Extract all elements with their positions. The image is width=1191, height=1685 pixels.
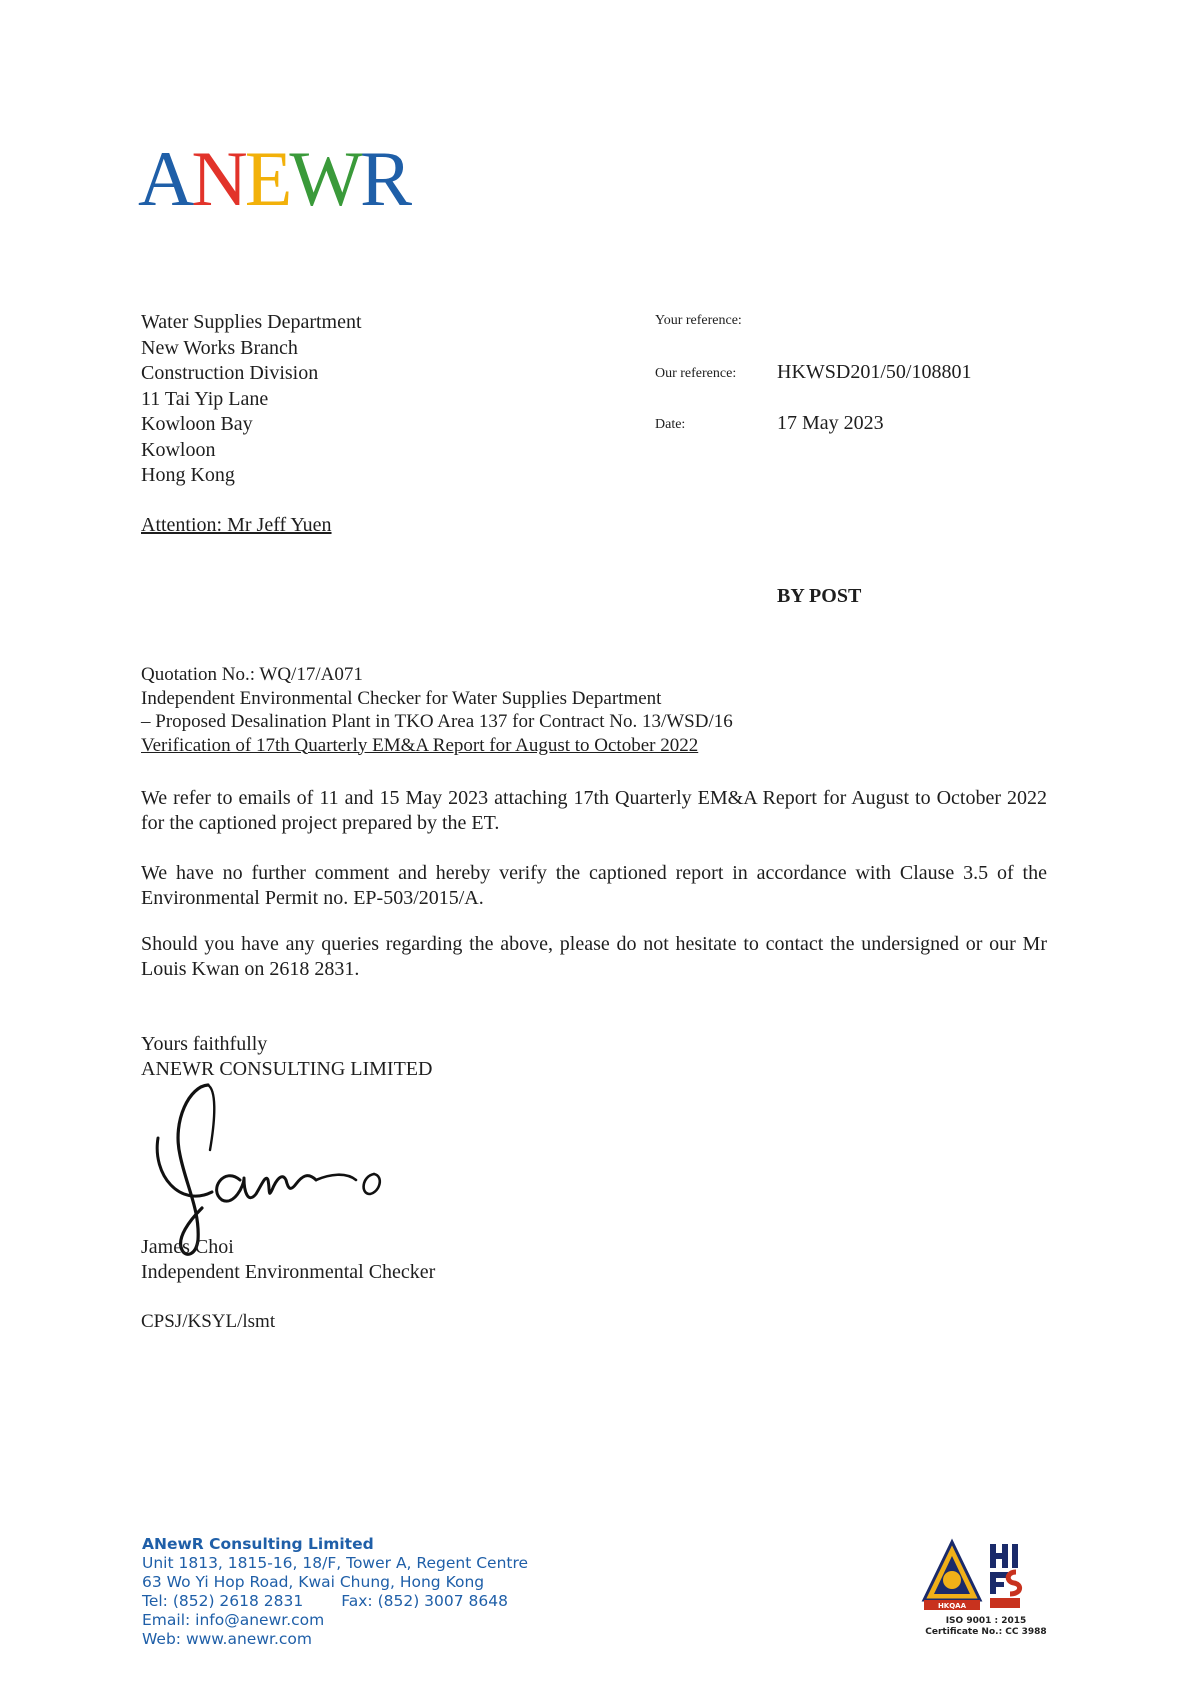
footer-address-line: 63 Wo Yi Hop Road, Kwai Chung, Hong Kong (142, 1573, 485, 1591)
subject-title: Verification of 17th Quarterly EM&A Report for August to October 2022 (141, 734, 699, 756)
address-line: 11 Tai Yip Lane (141, 387, 269, 410)
hkqaa-seal-text: HKQAA (937, 1602, 967, 1610)
subject-line: – Proposed Desalination Plant in TKO Area 137 for Contract No. 13/WSD/16 (141, 711, 733, 732)
signer-name: James Choi (141, 1236, 234, 1258)
address-line: New Works Branch (141, 336, 298, 359)
footer-web: Web: www.anewr.com (142, 1630, 312, 1648)
signer-block (141, 1235, 435, 1285)
quotation-number: Quotation No.: WQ/17/A071 (141, 664, 363, 685)
salutation: Yours faithfully (141, 1033, 268, 1055)
reference-initials: CPSJ/KSYL/lsmt (141, 1311, 276, 1332)
footer-tel: Tel: (852) 2618 2831 (142, 1592, 304, 1610)
footer-email: Email: info@anewr.com (142, 1611, 325, 1629)
address-line: Water Supplies Department (141, 311, 362, 333)
recipient-address (141, 310, 362, 489)
certificate-number: Certificate No.: CC 3988 (925, 1627, 1047, 1637)
company-name: ANEWR CONSULTING LIMITED (141, 1058, 433, 1080)
date-value: 17 May 2023 (777, 412, 884, 434)
address-line: Kowloon Bay (141, 413, 253, 435)
footer-fax: Fax: (852) 3007 8648 (341, 1592, 509, 1610)
footer-company-name: ANewR Consulting Limited (142, 1535, 374, 1553)
company-logo (138, 135, 409, 222)
your-reference-label: Your reference: (655, 313, 742, 328)
logo-letter-n: N (191, 135, 245, 222)
address-line: Construction Division (141, 362, 319, 384)
closing-block (141, 1032, 432, 1082)
logo-letter-r: R (359, 135, 409, 222)
attention-line: Attention: Mr Jeff Yuen (141, 514, 332, 536)
logo-letter-w: W (289, 135, 360, 222)
address-line: Kowloon (141, 438, 216, 461)
address-line: Hong Kong (141, 464, 235, 486)
logo-letter-e: E (244, 135, 290, 222)
our-reference-value: HKWSD201/50/108801 (777, 361, 972, 383)
iso-certification (918, 1616, 1054, 1638)
body-paragraph-2: We have no further comment and hereby verify the captioned report in accordance with Clause 3.5 of the Environmental Permit no. EP-503/2015/A. (141, 862, 1047, 909)
footer-phone-fax (142, 1592, 528, 1611)
delivery-method: BY POST (777, 585, 862, 607)
iso-standard: ISO 9001 : 2015 (945, 1616, 1027, 1626)
subject-line: Independent Environmental Checker for Water Supplies Department (141, 687, 662, 709)
logo-letter-a: A (138, 135, 192, 222)
hkqaa-triangle-icon (924, 1542, 980, 1610)
footer-address-line: Unit 1813, 1815-16, 18/F, Tower A, Regent Centre (142, 1554, 529, 1572)
hkqaa-mark-icon (990, 1544, 1020, 1608)
handwritten-signature (150, 1080, 410, 1260)
date-label: Date: (655, 417, 686, 432)
company-footer (142, 1535, 528, 1649)
signer-title: Independent Environmental Checker (141, 1261, 436, 1283)
body-paragraph-1: We refer to emails of 11 and 15 May 2023 attaching 17th Quarterly EM&A Report for August to October 2022 for the captioned project prepared by the ET. (141, 787, 1047, 834)
our-reference-label: Our reference: (655, 366, 737, 381)
subject-block (141, 663, 733, 757)
body-paragraph-3: Should you have any queries regarding the above, please do not hesitate to contact the undersigned or our Mr Louis Kwan on 2618 2831. (141, 933, 1047, 980)
